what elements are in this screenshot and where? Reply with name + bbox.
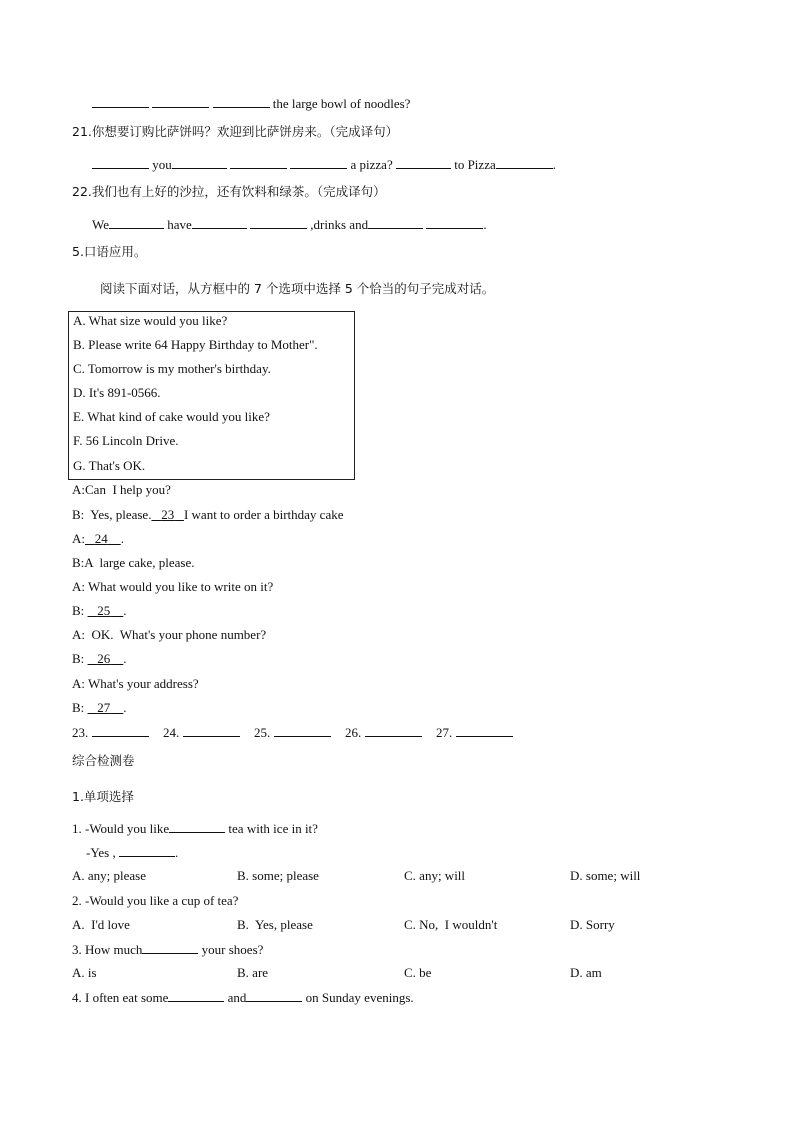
blank [169,820,225,833]
blank-number: 24 [94,531,108,546]
answer-label: 23. [72,725,89,740]
option-d: D. It's 891-0566. [73,385,161,400]
q3-choice-b: B. are [237,965,269,980]
q3-choice-a: A. is [72,965,97,980]
blank [368,216,423,229]
answer-24 [163,724,240,741]
q21-answer-line: you a pizza? to Pizza . [92,156,556,173]
blank [168,989,224,1002]
dialog-line [72,531,124,547]
q1-stem [72,820,318,837]
blank-27 [88,700,127,715]
blank [92,95,149,108]
dialog-text: B: [72,651,85,666]
blank-24 [85,531,121,546]
q21-word: a pizza? [350,157,393,172]
dialog-text: I want to order a birthday cake [183,507,344,522]
blank [172,156,227,169]
q22-prompt: 22.我们也有上好的沙拉，还有饮料和绿茶。（完成译句） [72,184,386,199]
q1-stem2: -Yes , . [86,845,179,860]
blank [109,216,164,229]
q4-text: on Sunday evenings. [305,990,414,1005]
answer-23 [72,724,149,741]
answer-blank [365,724,422,737]
q21-word: you [152,157,172,172]
q2-choice-a: A. I'd love [72,917,130,932]
blank [246,989,302,1002]
dialog-text: . [123,603,127,618]
blank [152,95,209,108]
q3-stem [72,941,263,958]
option-c: C. Tomorrow is my mother's birthday. [73,361,271,376]
blank [92,156,149,169]
option-b: B. Please write 64 Happy Birthday to Mother". [73,337,318,352]
q1-text: 1. -Would you like [72,821,170,836]
answer-blank [456,724,513,737]
q2-stem: 2. -Would you like a cup of tea? [72,893,239,908]
q22-word: ,drinks and [310,217,369,232]
section1-title: 1.单项选择 [72,789,134,804]
answer-25 [254,724,331,741]
blank-number: 27 [97,700,111,715]
answer-label: 24. [163,725,180,740]
q3-choice-c: C. be [404,965,432,980]
dialog-line [72,700,127,716]
section5-instruction: 阅读下面对话，从方框中的 7 个选项中选择 5 个恰当的句子完成对话。 [100,281,495,296]
dialog-line: B:A large cake, please. [72,555,195,570]
blank [142,941,198,954]
answer-label: 27. [436,725,453,740]
option-f: F. 56 Lincoln Drive. [73,433,179,448]
q1-text: tea with ice in it? [228,821,318,836]
blank [250,216,307,229]
q20-line [92,95,410,112]
blank-number: 25 [97,603,111,618]
section5-title: 5.口语应用。 [72,244,147,259]
dialog-line: A:Can I help you? [72,482,171,497]
dialog-line [72,651,127,667]
blank-number: 23 [161,507,175,522]
q3-text: your shoes? [201,942,264,957]
q1-choice-b: B. some; please [237,868,319,883]
q21-prompt: 21.你想要订购比萨饼吗？欢迎到比萨饼房来。（完成译句） [72,124,399,139]
blank [213,95,270,108]
blank [396,156,451,169]
answer-blank [274,724,331,737]
dialog-text: B: [72,700,85,715]
blank [192,216,247,229]
blank-26 [88,651,127,666]
q2-choice-d: D. Sorry [570,917,615,932]
blank [230,156,287,169]
option-e: E. What kind of cake would you like? [73,409,270,424]
q3-choice-d: D. am [570,965,602,980]
blank [119,844,175,857]
blank-number: 26 [97,651,111,666]
blank [290,156,347,169]
blank-25 [88,603,127,618]
q4-text: and [227,990,247,1005]
q22-answer-line [92,216,487,233]
q20-tail-text: the large bowl of noodles? [272,96,411,111]
q22-word: have [167,217,192,232]
test-title: 综合检测卷 [72,753,135,768]
dialog-text: . [123,651,127,666]
q3-text: 3. How much [72,942,143,957]
q4-text: 4. I often eat some [72,990,169,1005]
answer-blank [183,724,240,737]
q22-word: We [92,217,109,232]
q1-choice-d: D. some; will [570,868,641,883]
answer-label: 25. [254,725,271,740]
dialog-line [72,603,127,619]
dialog-line: A: OK. What's your phone number? [72,627,267,642]
q21-word: to Pizza [454,157,496,172]
options-box [68,311,355,480]
dialog-text: B: [72,603,85,618]
dialog-line: A: What would you like to write on it? [72,579,274,594]
q1-choice-a: A. any; please [72,868,147,883]
dialog-text: B: Yes, please. [72,507,152,522]
blank [496,156,553,169]
q1-text: -Yes , [86,845,116,860]
q22-end: . [483,217,487,232]
blank-23 [151,507,184,522]
q4-stem [72,989,414,1006]
dialog-text: . [123,700,127,715]
option-g: G. That's OK. [73,458,146,473]
q2-choice-c: C. No, I wouldn't [404,917,498,932]
q1-choice-c: C. any; will [404,868,466,883]
answer-blank [92,724,149,737]
answer-label: 26. [345,725,362,740]
answer-27 [436,724,513,741]
blank [426,216,483,229]
dialog-line: A: What's your address? [72,676,199,691]
dialog-text: A: [72,531,85,546]
q2-choice-b: B. Yes, please [237,917,313,932]
dialog-text: . [120,531,124,546]
option-a: A. What size would you like? [73,313,228,328]
dialog-line [72,507,344,523]
answer-26 [345,724,422,741]
